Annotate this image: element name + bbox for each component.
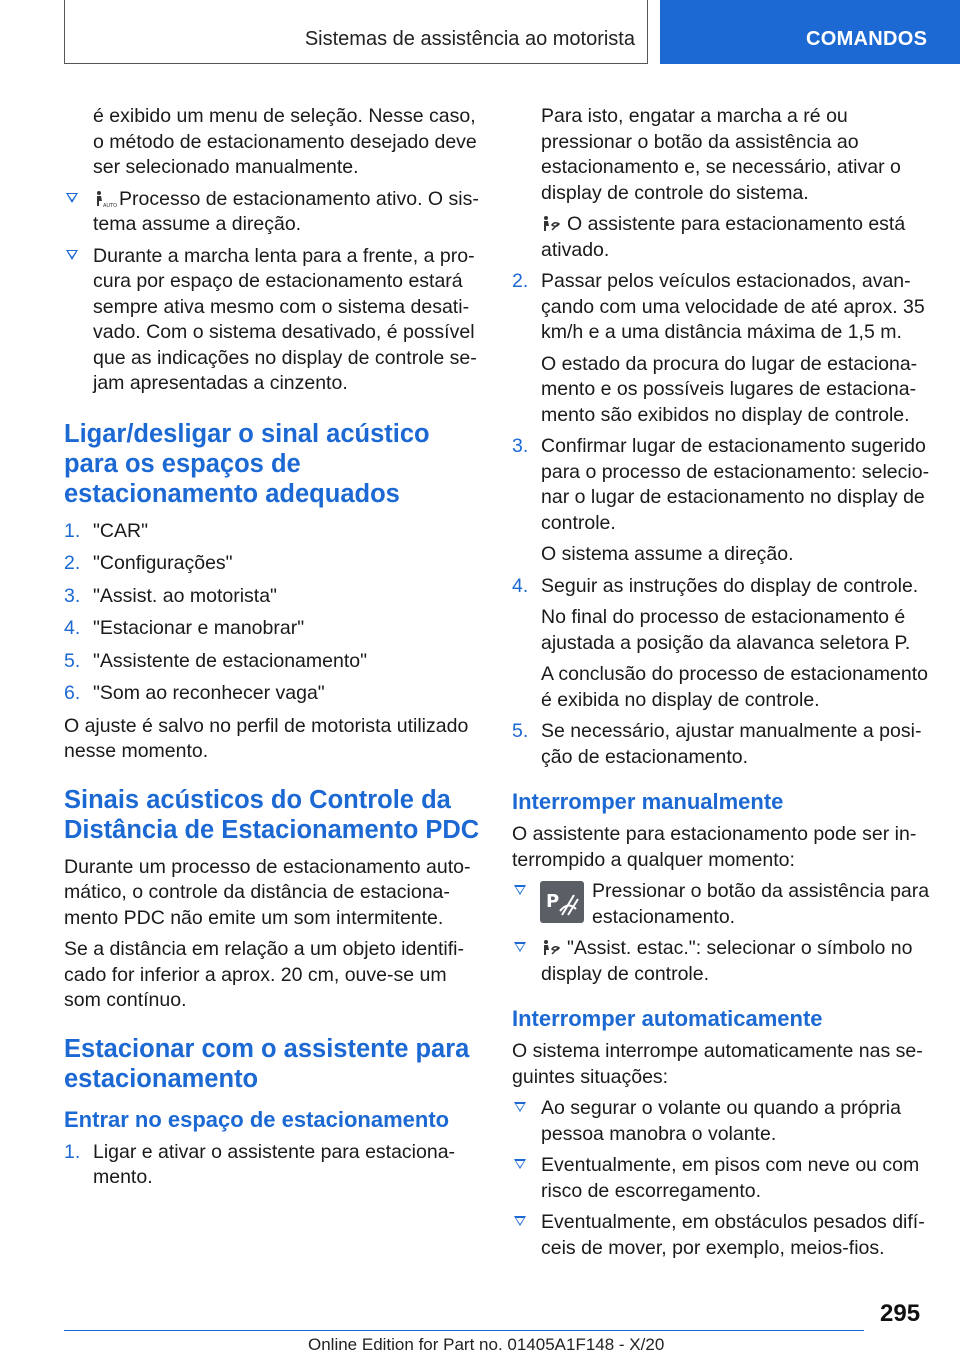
list-item xyxy=(512,1153,930,1204)
continue-text: Para isto, engatar a marcha a ré ou pressionar o botão da assistência ao estacionamento e, se necessário, ativar o display de controle do sistema. xyxy=(541,105,901,204)
svg-text:AUTO: AUTO xyxy=(103,202,118,209)
step-number: 5. xyxy=(512,720,529,742)
list-item xyxy=(64,649,482,675)
step-number: 3. xyxy=(512,435,529,457)
step-number: 4. xyxy=(512,574,529,597)
step-text: "Estacionar e manobrar" xyxy=(93,617,305,639)
step-number: 1. xyxy=(64,519,81,542)
heading-enter: Entrar no espaço de estacionamento xyxy=(64,1106,450,1132)
step-sub-text: No final do processo de estacionamento é ajustada a posição da alavanca seletora P. xyxy=(541,606,911,654)
list-item xyxy=(64,244,482,397)
list-item xyxy=(512,1096,930,1147)
step-text: Passar pelos veículos estacionados, avançando com uma velocidade de até aprox. 35 km/h e a uma distância máxima de 1,5 m. xyxy=(541,270,925,343)
step-number: 2. xyxy=(512,270,529,292)
step-number: 1. xyxy=(64,1140,81,1163)
footer-divider xyxy=(64,1330,864,1331)
list-item xyxy=(512,434,930,536)
saved-text: O ajuste é salvo no perfil de motorista utilizado nesse momento. xyxy=(64,714,469,762)
bullet-triangle-icon xyxy=(514,1102,526,1112)
edition-text: Online Edition for Part no. 01405A1F148 - X/20 xyxy=(308,1335,665,1354)
manual-text: O assistente para estacionamento pode ser interrompido a qualquer momento: xyxy=(512,823,917,871)
list-item xyxy=(512,574,930,600)
left-column xyxy=(64,104,482,1197)
step-text: "Som ao reconhecer vaga" xyxy=(93,682,325,704)
step-text: Ligar e ativar o assistente para estacionamento. xyxy=(93,1140,456,1188)
step-text: Seguir as instruções do display de controle. xyxy=(541,574,919,597)
bullet-text: "Assist. estac.": selecionar o símbolo no display de controle. xyxy=(541,937,913,985)
bullet-triangle-icon xyxy=(514,1216,526,1226)
svg-text:P: P xyxy=(546,891,560,912)
list-item xyxy=(64,187,482,238)
intro-text: é exibido um menu de seleção. Nesse caso, o método de estacionamento desejado deve ser selecionado manualmente. xyxy=(93,105,477,178)
list-item xyxy=(64,681,482,707)
tab-comandos[interactable]: COMANDOS xyxy=(660,0,960,64)
list-item xyxy=(512,719,930,770)
bullet-triangle-icon xyxy=(514,942,526,952)
steps-sound-list xyxy=(64,519,482,707)
list-item xyxy=(512,879,930,930)
list-item xyxy=(64,584,482,610)
heading-auto: Interromper automaticamente xyxy=(512,1006,823,1031)
list-item xyxy=(64,616,482,642)
bullet-text: Ao segurar o volante ou quando a própria pessoa manobra o volante. xyxy=(541,1097,901,1145)
header-section-box xyxy=(64,0,648,64)
list-item xyxy=(64,551,482,577)
park-assist-icon xyxy=(541,939,561,957)
list-item xyxy=(64,1140,482,1191)
step-text: Se necessário, ajustar manualmente a posição de estacionamento. xyxy=(541,720,922,768)
bullet-text: Durante a marcha lenta para a frente, a procura por espaço de estacionamento estará sempre ativa mesmo com o sistema desativado. Com o sistema desativado, é possível que as indicações no display de controle sejam apresentadas a cinzento. xyxy=(93,244,477,394)
heading-manual: Interromper manualmente xyxy=(512,789,784,814)
step-number: 3. xyxy=(64,584,81,607)
bullet-text: Eventualmente, em pisos com neve ou com risco de escorregamento. xyxy=(541,1154,920,1202)
step-sub-text: A conclusão do processo de estacionamento é exibida no display de controle. xyxy=(541,663,929,711)
bullet-triangle-icon xyxy=(514,1159,526,1169)
step-text: "Assist. ao motorista" xyxy=(93,584,277,607)
right-column xyxy=(512,104,930,1267)
bullet-triangle-icon xyxy=(66,250,78,260)
active-text xyxy=(512,212,930,263)
bullet-text: Processo de estacionamento ativo. O sistema assume a direção. xyxy=(93,187,479,235)
section-title: Sistemas de assistência ao motorista xyxy=(304,28,635,50)
step-number: 4. xyxy=(64,617,81,639)
pdc-text-2: Se a distância em relação a um objeto identificado for inferior a aprox. 20 cm, ouve-se um som contínuo. xyxy=(64,938,464,1011)
step-text: "Assistente de estacionamento" xyxy=(93,649,367,672)
bullet-text: Pressionar o botão da assistência para estacionamento. xyxy=(592,880,930,928)
bullet-text: Eventualmente, em obstáculos pesados difíceis de mover, por exemplo, meios-fios. xyxy=(541,1211,925,1259)
bullet-triangle-icon xyxy=(514,885,526,895)
bullet-triangle-icon xyxy=(66,193,78,203)
step-text: "CAR" xyxy=(93,519,149,542)
step-sub-text: O sistema assume a direção. xyxy=(541,543,794,565)
pdc-text-1: Durante um processo de estacionamento automático, o controle da distância de estacionamento PDC não emite um som intermitente. xyxy=(64,855,471,929)
step-number: 6. xyxy=(64,682,81,704)
step-text: "Configurações" xyxy=(93,552,233,574)
step-number: 2. xyxy=(64,552,81,574)
list-item xyxy=(64,519,482,545)
park-assist-icon xyxy=(541,215,561,233)
step-text: Confirmar lugar de estacionamento sugerido para o processo de estacionamento: selecionar o lugar de estacionamento no display de controle. xyxy=(541,435,930,534)
step-sub-text: O estado da procura do lugar de estacionamento e os possíveis lugares de estacionamento são exibidos no display de controle. xyxy=(541,352,918,426)
list-item xyxy=(512,1210,930,1261)
auto-text: O sistema interrompe automaticamente nas seguintes situações: xyxy=(512,1040,923,1088)
active-text-content: O assistente para estacionamento está ativado. xyxy=(541,213,906,261)
heading-sound: Ligar/desligar o sinal acústico para os espaços de estacionamento adequados xyxy=(64,419,430,508)
step-number: 5. xyxy=(64,649,81,672)
heading-park: Estacionar com o assistente para estacionamento xyxy=(64,1034,470,1093)
auto-parking-icon xyxy=(93,190,118,209)
park-assist-button-icon xyxy=(540,881,584,923)
page-number: 295 xyxy=(880,1300,921,1327)
heading-pdc: Sinais acústicos do Controle da Distância de Estacionamento PDC xyxy=(64,785,480,844)
list-item xyxy=(512,269,930,346)
list-item xyxy=(512,936,930,987)
